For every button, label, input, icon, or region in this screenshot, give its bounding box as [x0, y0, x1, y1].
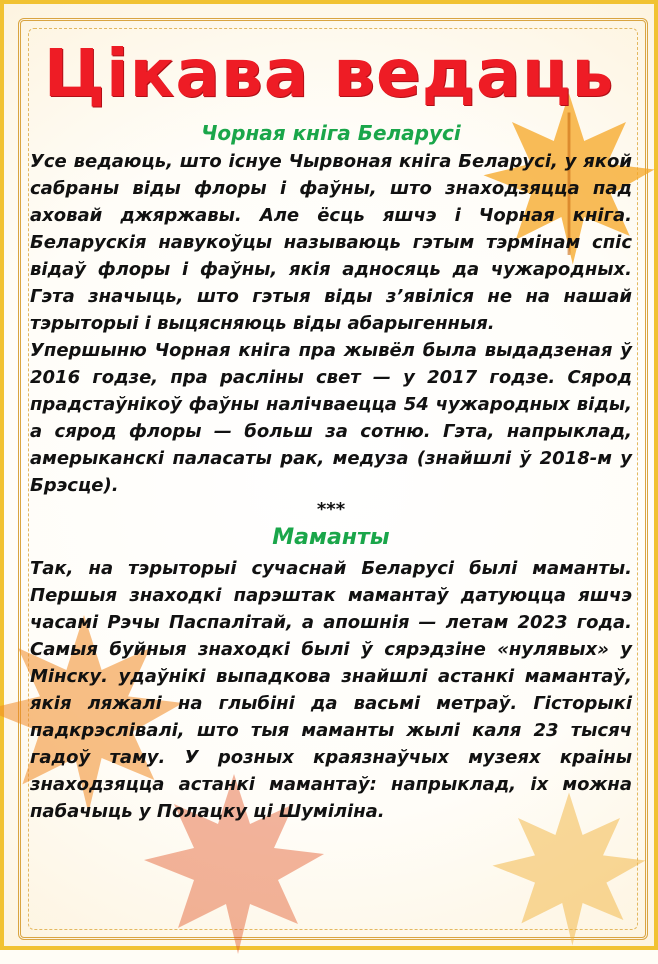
paragraph: Усе ведаюць, што існуе Чырвоная кніга Беларусі, у якой сабраны віды флоры і фаўны, што знаходзяцца пад аховай джяржавы. Але ёсць яшчэ і Чорная кніга. Беларускія навукоўцы называюць гэтым тэрмінам спіс відаў флоры і фаўны, якія адносяць да чужародных. Гэта значыць, што гэтыя віды з’явіліся не на нашай тэрыторыі і выцясняюць віды абарыгенныя. [30, 151, 632, 334]
page-title: Цікава ведаць [43, 35, 615, 112]
section-heading-black-book: Чорная кніга Беларусі [201, 121, 461, 145]
paragraph: Упершыню Чорная кніга пра жывёл была выдадзеная ў 2016 годзе, пра расліны свет — у 2017 годзе. Сярод прадстаўнікоў фаўны налічваецца 54 чужародных віды, а сярод флоры — больш за сотню. Гэта, напрыклад, амерыканскі паласаты рак, медуза (знайшлі ў 2018-м у Брэсце). [30, 340, 632, 496]
article-body [30, 118, 632, 825]
section-heading-mammoths: Маманты [272, 525, 390, 550]
separator: *** [316, 499, 346, 520]
paragraph: Так, на тэрыторыі сучаснай Беларусі былі маманты. Першыя знаходкі парэштак мамантаў датуюцца яшчэ часамі Рэчы Паспалітай, а апошнія — летам 2023 года. Самыя буйныя знаходкі былі ў сярэдзіне «нулявых» у Мінску. удаўнікі выпадкова знайшлі астанкі мамантаў, якія ляжалі на глыбіні да васьмі метраў. Гісторыкі падкрэслівалі, што тыя маманты жылі каля 23 тысяч гадоў таму. У розных краязнаўчых музеях краіны знаходзяцца астанкі мамантаў: напрыклад, іх можна пабачыць у Полацку ці Шуміліна. [30, 558, 632, 822]
